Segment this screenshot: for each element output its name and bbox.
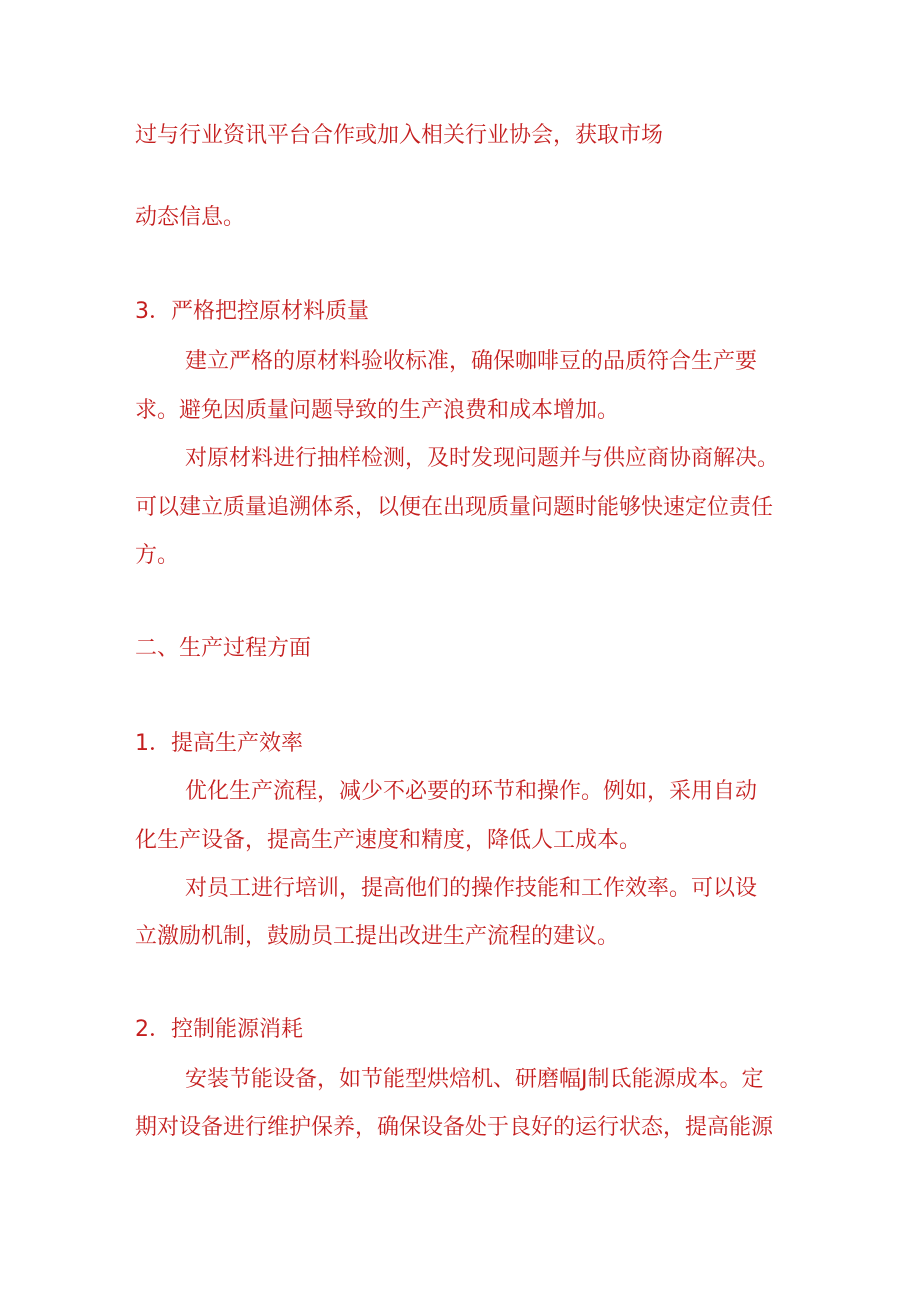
paragraph-line: 优化生产流程，减少不必要的环节和操作。例如，采用自动 xyxy=(185,779,758,804)
paragraph-line: 对原材料进行抽样检测，及时发现问题并与供应商协商解决。 xyxy=(185,446,780,471)
paragraph-line: 化生产设备，提高生产速度和精度，降低人工成本。 xyxy=(135,828,642,853)
section-heading-1: 1．提高生产效率 xyxy=(135,731,303,756)
paragraph-line: 动态信息。 xyxy=(135,205,246,230)
paragraph-line: 过与行业资讯平台合作或加入相关行业协会，获取市场 xyxy=(135,123,664,148)
paragraph-line: 求。避免因质量问题导致的生产浪费和成本增加。 xyxy=(135,398,620,423)
chapter-heading: 二、生产过程方面 xyxy=(135,636,312,661)
paragraph-line: 可以建立质量追溯体系，以便在出现质量问题时能够快速定位责任 xyxy=(135,495,774,520)
paragraph-line: 对员工进行培训，提高他们的操作技能和工作效率。可以设 xyxy=(185,876,758,901)
paragraph-line: 安装节能设备，如节能型烘焙机、研磨幅J制氐能源成本。定 xyxy=(185,1067,764,1092)
section-heading-2: 2．控制能源消耗 xyxy=(135,1017,303,1042)
paragraph-line: 立激励机制，鼓励员工提出改进生产流程的建议。 xyxy=(135,924,620,949)
paragraph-line: 方。 xyxy=(135,543,180,568)
paragraph-line: 建立严格的原材料验收标准，确保咖啡豆的品质符合生产要 xyxy=(185,349,758,374)
paragraph-line: 期对设备进行维护保养，确保设备处于良好的运行状态，提高能源 xyxy=(135,1115,774,1140)
section-heading-3: 3．严格把控原材料质量 xyxy=(135,299,369,324)
